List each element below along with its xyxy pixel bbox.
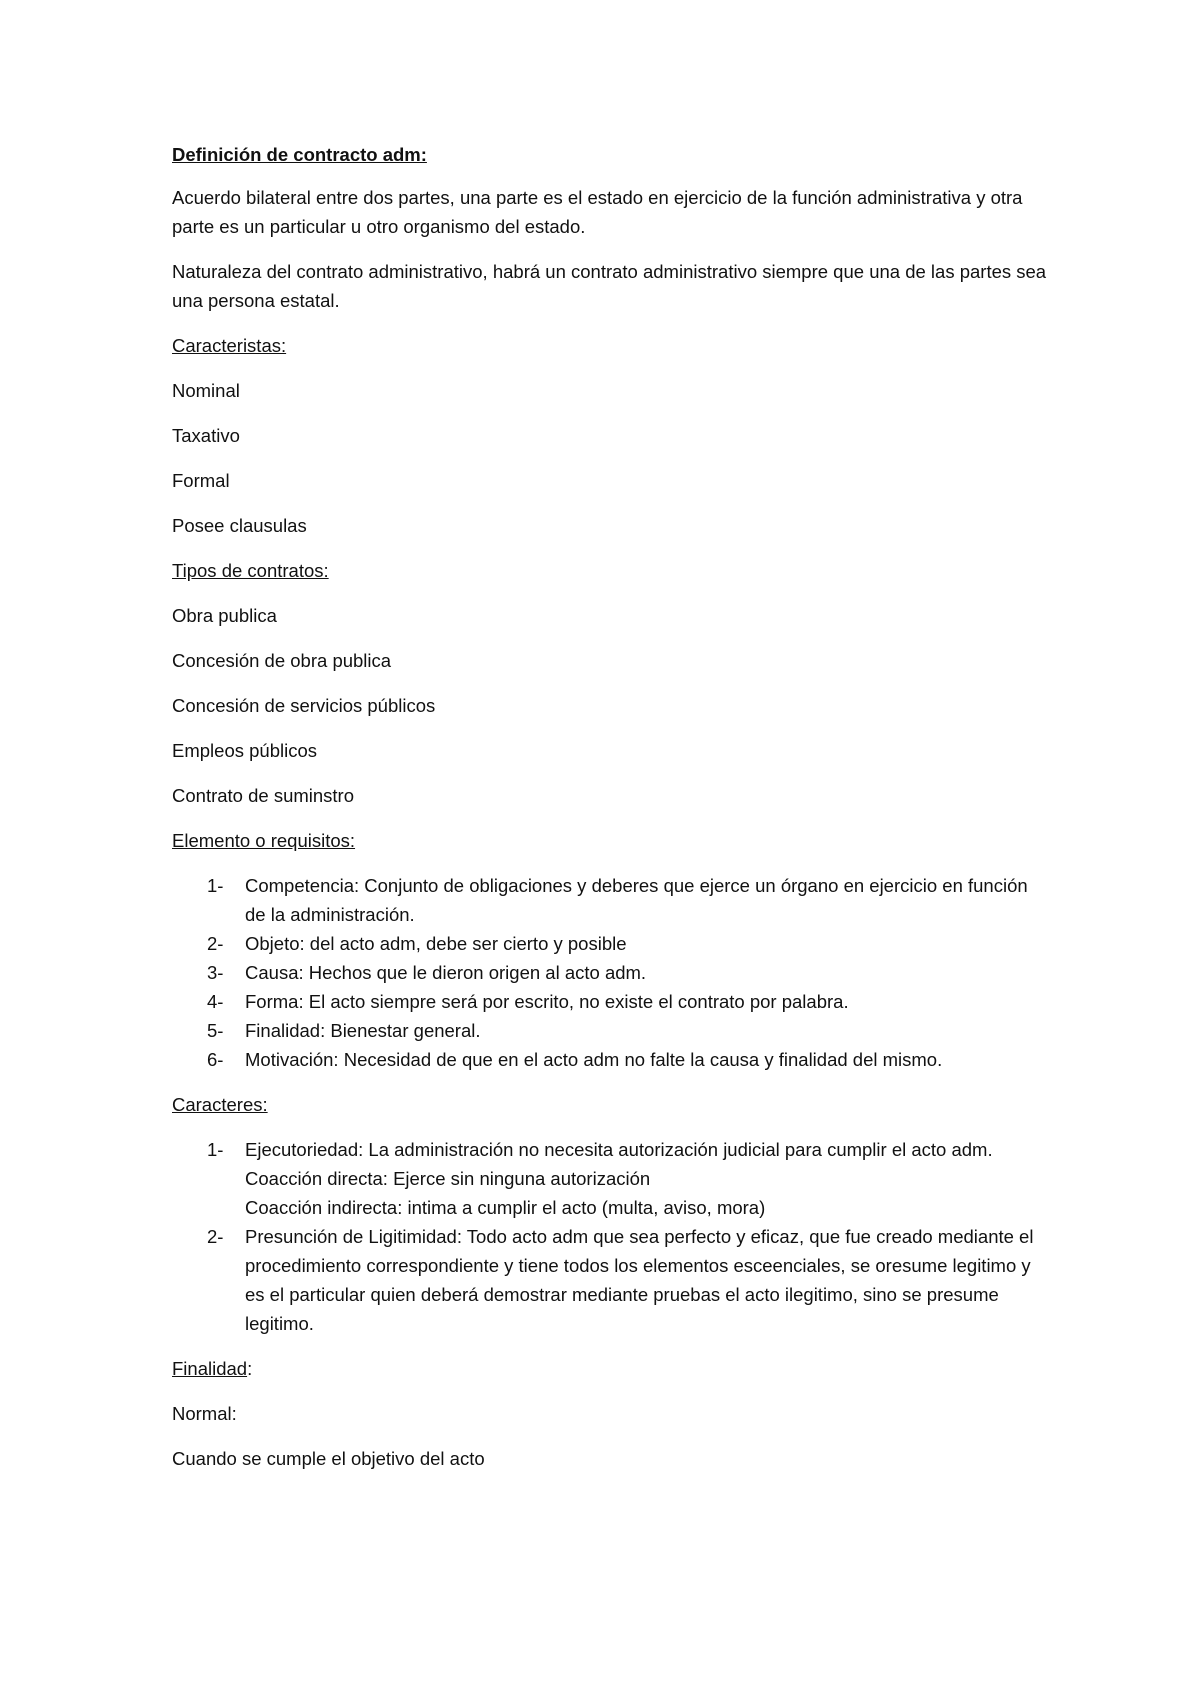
list-number: 2-	[207, 933, 224, 954]
character-text: Ejecutoriedad: La administración no necesita autorización judicial para cumplir el acto adm.	[245, 1139, 993, 1160]
characters-heading: Caracteres:	[172, 1094, 268, 1115]
contract-type-item: Contrato de suminstro	[172, 785, 355, 806]
character-subitem: Coacción directa: Ejerce sin ninguna autorización	[245, 1168, 651, 1189]
character-text: Presunción de Ligitimidad: Todo acto adm que sea perfecto y eficaz, que fue creado mediante el procedimiento correspondiente y tiene todos los elementos esceenciales, se oresume legitimo y es el particular quien deberá demostrar mediante pruebas el acto ilegitimo, sino se presume legitimo.	[245, 1226, 1034, 1334]
purpose-heading-line	[172, 1354, 1052, 1383]
contract-type-item: Empleos públicos	[172, 740, 317, 761]
requirements-heading: Elemento o requisitos:	[172, 830, 356, 851]
document-title: Definición de contracto adm:	[172, 144, 427, 165]
requirement-item	[172, 929, 1052, 958]
requirement-item	[172, 871, 1052, 929]
requirement-item	[172, 987, 1052, 1016]
list-number: 1-	[207, 875, 224, 896]
requirements-list	[172, 871, 1052, 1074]
character-item	[172, 1135, 1052, 1222]
nature-paragraph: Naturaleza del contrato administrativo, habrá un contrato administrativo siempre que una de las partes sea una persona estatal.	[172, 261, 1047, 311]
normal-label: Normal:	[172, 1403, 237, 1424]
characteristic-item: Posee clausulas	[172, 515, 307, 536]
requirement-text: Causa: Hechos que le dieron origen al acto adm.	[245, 962, 647, 983]
requirement-text: Finalidad: Bienestar general.	[245, 1020, 481, 1041]
list-number: 1-	[207, 1139, 224, 1160]
requirement-text: Motivación: Necesidad de que en el acto adm no falte la causa y finalidad del mismo.	[245, 1049, 943, 1070]
requirement-text: Competencia: Conjunto de obligaciones y deberes que ejerce un órgano en ejercicio en función de la administración.	[245, 875, 1028, 925]
purpose-heading: Finalidad	[172, 1358, 248, 1379]
list-number: 4-	[207, 991, 224, 1012]
requirement-item	[172, 958, 1052, 987]
purpose-heading-colon: :	[247, 1358, 253, 1379]
list-number: 6-	[207, 1049, 224, 1070]
characteristic-item: Nominal	[172, 380, 240, 401]
document-page	[172, 140, 1052, 1489]
character-subitem: Coacción indirecta: intima a cumplir el acto (multa, aviso, mora)	[245, 1197, 766, 1218]
list-number: 3-	[207, 962, 224, 983]
normal-text: Cuando se cumple el objetivo del acto	[172, 1448, 485, 1469]
contract-type-item: Obra publica	[172, 605, 277, 626]
list-number: 2-	[207, 1226, 224, 1247]
requirement-text: Forma: El acto siempre será por escrito, no existe el contrato por palabra.	[245, 991, 849, 1012]
definition-paragraph: Acuerdo bilateral entre dos partes, una parte es el estado en ejercicio de la función administrativa y otra parte es un particular u otro organismo del estado.	[172, 187, 1023, 237]
requirement-item	[172, 1045, 1052, 1074]
contract-type-item: Concesión de obra publica	[172, 650, 392, 671]
contract-types-heading: Tipos de contratos:	[172, 560, 329, 581]
characteristic-item: Taxativo	[172, 425, 240, 446]
requirement-text: Objeto: del acto adm, debe ser cierto y posible	[245, 933, 627, 954]
characteristics-heading: Caracteristas:	[172, 335, 287, 356]
characters-list	[172, 1135, 1052, 1338]
characteristic-item: Formal	[172, 470, 230, 491]
list-number: 5-	[207, 1020, 224, 1041]
contract-type-item: Concesión de servicios públicos	[172, 695, 436, 716]
requirement-item	[172, 1016, 1052, 1045]
character-item	[172, 1222, 1052, 1338]
